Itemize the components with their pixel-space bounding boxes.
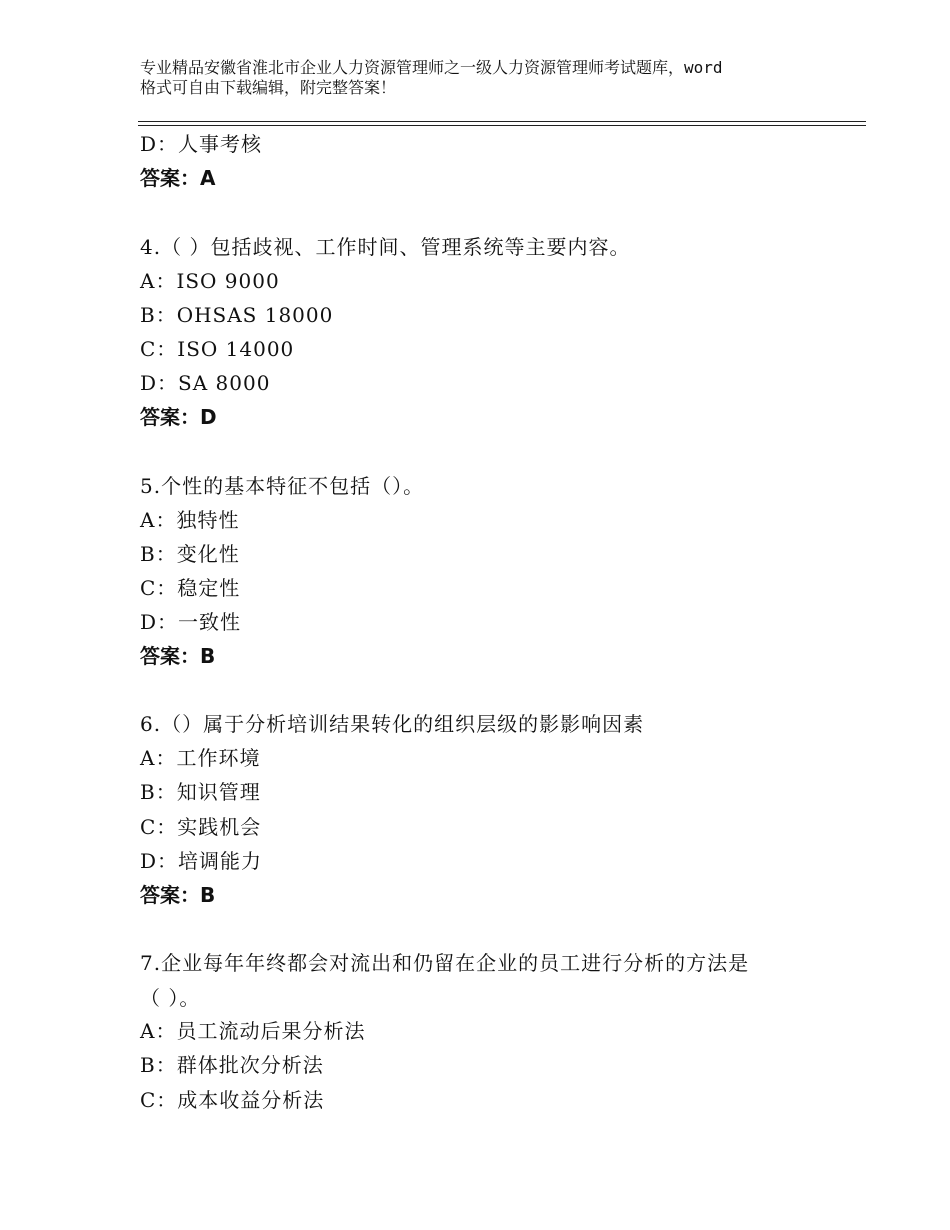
q5-option-b: B：变化性	[140, 542, 240, 566]
q6-option-b: B：知识管理	[140, 780, 261, 804]
q6-answer: 答案：B	[140, 883, 216, 907]
q4-option-b: B：OHSAS 18000	[140, 303, 334, 327]
q6-option-c: C：实践机会	[140, 815, 262, 839]
q7-stem-line-1: 7.企业每年年终都会对流出和仍留在企业的员工进行分析的方法是	[140, 951, 750, 975]
header-divider-top	[138, 121, 866, 122]
header-line-1: 专业精品安徽省淮北市企业人力资源管理师之一级人力资源管理师考试题库，word	[140, 58, 723, 77]
q7-option-b: B：群体批次分析法	[140, 1053, 324, 1077]
q7-option-c: C：成本收益分析法	[140, 1088, 325, 1112]
prev-answer: 答案：A	[140, 166, 216, 190]
q4-option-d: D：SA 8000	[140, 371, 271, 395]
q6-option-d: D：培调能力	[140, 849, 263, 873]
q5-answer: 答案：B	[140, 644, 216, 668]
q4-answer: 答案：D	[140, 405, 217, 429]
q4-option-c: C：ISO 14000	[140, 337, 295, 361]
header-line-2: 格式可自由下载编辑，附完整答案！	[140, 78, 397, 97]
q5-stem: 5.个性的基本特征不包括（）。	[140, 474, 425, 498]
document-header	[140, 58, 840, 98]
header-divider-bottom	[138, 125, 866, 126]
q4-stem: 4.（ ）包括歧视、工作时间、管理系统等主要内容。	[140, 235, 631, 259]
q4-option-a: A：ISO 9000	[140, 269, 280, 293]
q7-stem-line-2: （ ）。	[140, 986, 201, 1010]
q5-option-a: A：独特性	[140, 508, 240, 532]
q7-option-a: A：员工流动后果分析法	[140, 1019, 366, 1043]
q5-option-d: D：一致性	[140, 610, 242, 634]
prev-option-d: D：人事考核	[140, 132, 263, 156]
q6-option-a: A：工作环境	[140, 746, 261, 770]
q5-option-c: C：稳定性	[140, 576, 241, 600]
q6-stem: 6.（）属于分析培训结果转化的组织层级的影影响因素	[140, 712, 645, 736]
